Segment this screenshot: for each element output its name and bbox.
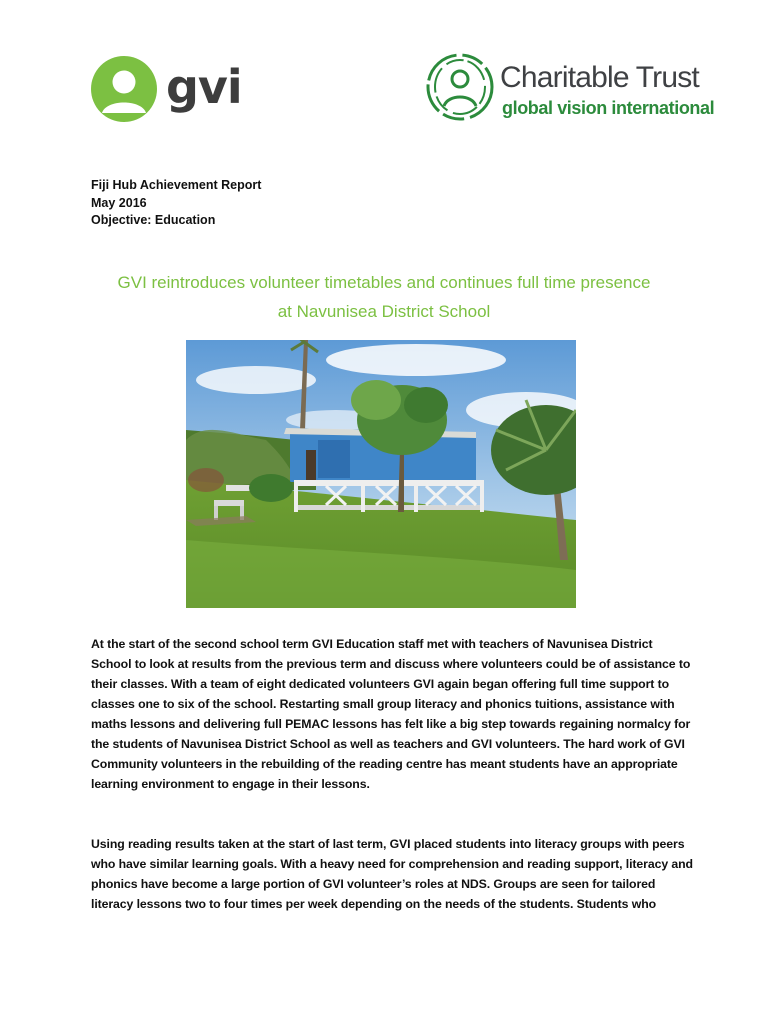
school-building-photo-icon xyxy=(186,340,576,608)
paragraph-line: classes one to six of the school. Restarting small group literacy and phonics tuitions, assistance with xyxy=(91,697,675,711)
body-paragraph-2 xyxy=(91,834,691,914)
paragraph-line: At the start of the second school term GVI Education staff met with teachers of Navunisea District xyxy=(91,637,653,651)
article-headline xyxy=(60,268,708,326)
school-photo xyxy=(186,340,576,608)
headline-line-2: at Navunisea District School xyxy=(277,302,491,321)
report-title: Fiji Hub Achievement Report xyxy=(91,178,262,192)
gvi-logo xyxy=(88,55,242,125)
paragraph-line: phonics have become a large portion of GVI volunteer’s roles at NDS. Groups are seen for tailored xyxy=(91,877,656,891)
report-date: May 2016 xyxy=(91,195,147,210)
gvi-wordmark: gvi xyxy=(166,60,242,114)
paragraph-line: who have similar learning goals. With a heavy need for comprehension and reading support, literacy and xyxy=(91,857,693,871)
paragraph-line: their classes. With a team of eight dedicated volunteers GVI again began offering full time support to xyxy=(91,677,669,691)
charitable-trust-title: Charitable Trust xyxy=(500,61,699,94)
report-meta xyxy=(91,177,261,230)
paragraph-line: School to look at results from the previous term and discuss where volunteers could be of assistance to xyxy=(91,657,691,671)
paragraph-line: maths lessons and delivering full PEMAC lessons has felt like a big step towards regaining normalcy for xyxy=(91,717,691,731)
charitable-trust-subtitle: global vision international xyxy=(502,98,715,118)
charitable-trust-logo xyxy=(426,52,716,127)
paragraph-line: learning environment to engage in their lessons. xyxy=(91,777,370,791)
headline-line-1: GVI reintroduces volunteer timetables and continues full time presence xyxy=(117,273,651,292)
gvi-person-icon xyxy=(88,55,162,125)
paragraph-line: Using reading results taken at the start of last term, GVI placed students into literacy groups with peers xyxy=(91,837,685,851)
report-objective: Objective: Education xyxy=(91,213,216,227)
body-paragraph-1 xyxy=(91,634,691,794)
globe-person-icon xyxy=(426,52,498,122)
paragraph-line: Community volunteers in the rebuilding of the reading centre has meant students have an appropriate xyxy=(91,757,678,771)
paragraph-line: literacy lessons two to four times per week depending on the needs of the students. Students who xyxy=(91,897,657,911)
paragraph-line: the students of Navunisea District School as well as teachers and GVI volunteers. The hard work of GVI xyxy=(91,737,685,751)
